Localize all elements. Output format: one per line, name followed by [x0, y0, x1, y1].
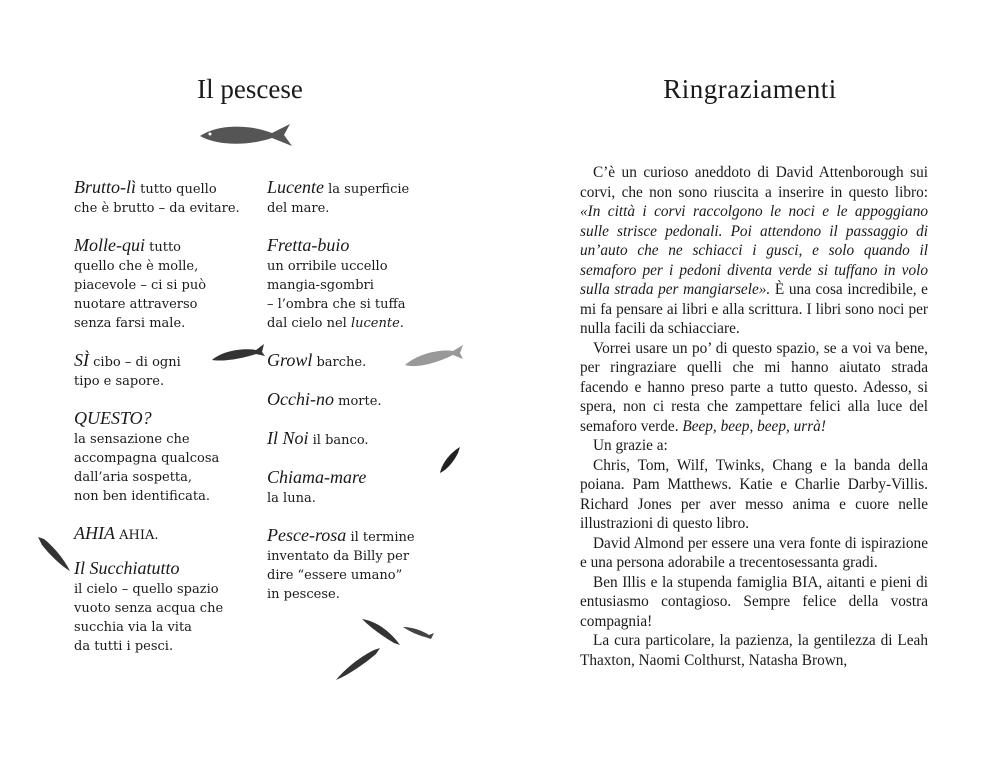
fish-illustration-school-1 — [360, 615, 404, 649]
fish-illustration-school-2 — [401, 621, 435, 641]
glossary-def: accompagna qualcosa — [74, 451, 220, 466]
glossary-term: Occhi-no — [267, 389, 334, 409]
glossary-term: Lucente — [267, 177, 324, 197]
glossary-def: tipo e sapore. — [74, 374, 165, 389]
glossary-column-2 — [267, 178, 467, 604]
quote-italic: «In città i corvi raccolgono le noci e le appoggiano sulle strisce pedonali. Poi attendono il passaggio di un’auto che ne schiacci i gusci, e solo quando il semaforo per i pedoni diventa verde si tuffano in volo sulla strada per mangiarsele». — [580, 203, 928, 298]
glossary-term: AHIA — [74, 523, 115, 543]
glossary-def: da tutti i pesci. — [74, 639, 174, 654]
glossary-term: Fretta-buio — [267, 235, 350, 255]
glossary-entry — [74, 409, 259, 506]
glossary-def: dire “essere umano” — [267, 568, 403, 583]
glossary-def: il banco. — [308, 433, 369, 448]
glossary-def: non ben identificata. — [74, 489, 210, 504]
fish-illustration-vertical — [436, 445, 464, 475]
page-title-left: Il pescese — [197, 74, 303, 104]
fish-illustration-small — [210, 342, 266, 366]
glossary-def: quello che è molle, — [74, 259, 199, 274]
fish-illustration-faded — [403, 343, 465, 371]
glossary-term: QUESTO? — [74, 408, 152, 428]
glossary-def: inventato da Billy per — [267, 549, 410, 564]
glossary-term: Growl — [267, 350, 313, 370]
paragraph: Un grazie a: — [593, 437, 668, 454]
glossary-entry — [74, 559, 259, 656]
glossary-def: vuoto senza acqua che — [74, 601, 224, 616]
glossary-def: cibo – di ogni — [89, 355, 181, 370]
right-page — [500, 0, 1000, 768]
page-title-right: Ringraziamenti — [663, 74, 837, 104]
glossary-term: Il Noi — [267, 428, 309, 448]
glossary-def: AHIA. — [114, 528, 159, 543]
paragraph: Ben Illis e la stupenda famiglia BIA, aitanti e pieni di entusiasmo contagioso. Sempre felice della vostra compagnia! — [580, 573, 928, 630]
glossary-entry — [74, 178, 259, 218]
glossary-entry — [74, 524, 259, 545]
paragraph: David Almond per essere una vera fonte di ispirazione e una persona adorabile a trecentosessanta gradi. — [580, 534, 928, 571]
glossary-def: la sensazione che — [74, 432, 190, 447]
glossary-def: del mare. — [267, 201, 330, 216]
glossary-def: che è brutto – da evitare. — [74, 201, 240, 216]
glossary-entry — [74, 236, 259, 333]
glossary-def: barche. — [312, 355, 367, 370]
glossary-entry — [267, 390, 467, 411]
glossary-term: Molle-qui — [74, 235, 145, 255]
glossary-def: un orribile uccello — [267, 259, 388, 274]
glossary-term: SÌ — [74, 350, 89, 370]
glossary-def: – l’ombra che si tuffa — [267, 297, 406, 312]
glossary-term: Il Succhiatutto — [74, 558, 180, 578]
glossary-term: Pesce-rosa — [267, 525, 347, 545]
glossary-term: Chiama-mare — [267, 467, 367, 487]
paragraph — [580, 163, 928, 339]
glossary-def: in pescese. — [267, 587, 340, 602]
glossary-def-italic: lucente. — [350, 316, 404, 331]
glossary-entry — [267, 236, 467, 333]
text-run: È una cosa incredibile, e mi fa pensare ai libri e alla scrittura. I libri sono noci per nulla facili da schiacciare. — [580, 281, 928, 337]
text-run: Vorrei usare un po’ di questo spazio, se a voi va bene, per ringraziare quelli che mi hanno aiutato strada facendo e hanno preso parte a tutto questo. Adesso, si spera, non ci resta che zampettare felici alla luce del semaforo verde. — [580, 339, 928, 435]
glossary-def: dall’aria sospetta, — [74, 470, 193, 485]
glossary-entry — [267, 178, 467, 218]
glossary-def: succhia via la vita — [74, 620, 192, 635]
glossary-def: il termine — [346, 530, 415, 545]
glossary-def: nuotare attraverso — [74, 297, 198, 312]
fish-illustration-diagonal — [34, 533, 74, 575]
glossary-def: senza farsi male. — [74, 316, 186, 331]
glossary-def: tutto quello — [136, 182, 217, 197]
text-italic: Beep, beep, beep, urrà! — [682, 417, 826, 435]
glossary-def: piacevole – ci si può — [74, 278, 207, 293]
paragraph — [580, 339, 928, 437]
paragraph: La cura particolare, la pazienza, la gentilezza di Leah Thaxton, Naomi Colthurst, Natasha Brown, — [580, 632, 928, 669]
fish-illustration-school-3 — [334, 646, 382, 684]
acknowledgements-body — [580, 163, 928, 670]
glossary-column-1 — [74, 178, 259, 656]
glossary-def: morte. — [333, 394, 382, 409]
glossary-def: tutto — [144, 240, 181, 255]
glossary-term: Brutto-lì — [74, 177, 136, 197]
glossary-def: la luna. — [267, 491, 316, 506]
glossary-def: dal cielo nel — [267, 316, 351, 331]
glossary-entry — [267, 526, 467, 604]
text-run: C’è un curioso aneddoto di David Attenborough sui corvi, che non sono riuscita a inserire in questo libro: — [580, 164, 928, 201]
glossary-def: il cielo – quello spazio — [74, 582, 219, 597]
paragraph: Chris, Tom, Wilf, Twinks, Chang e la banda della poiana. Pam Matthews. Katie e Charlie Darby-Villis. Richard Jones per aver messo anima e cuore nelle illustrazioni di questo libro. — [580, 456, 928, 532]
glossary-def: mangia-sgombri — [267, 278, 374, 293]
glossary-def: la superficie — [323, 182, 410, 197]
fish-illustration-top — [198, 118, 294, 152]
